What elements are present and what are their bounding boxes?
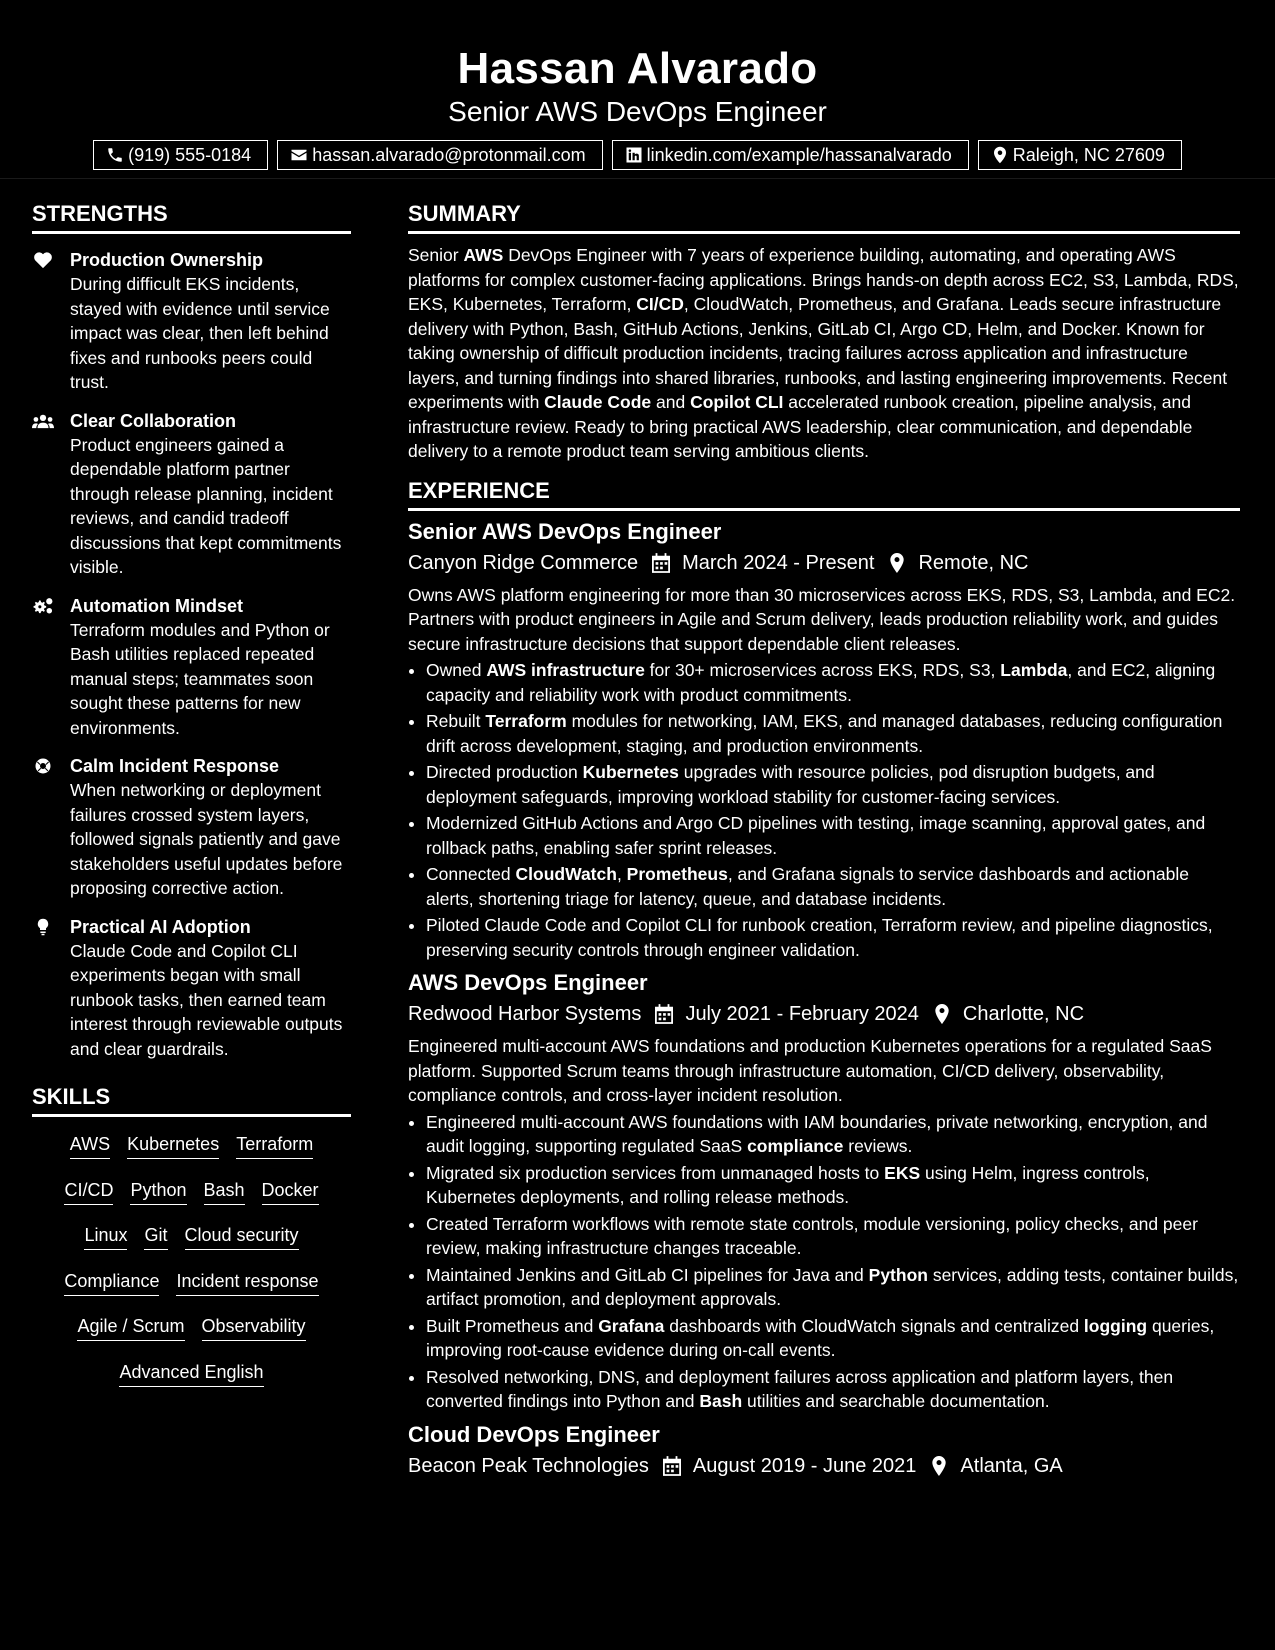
strength-title: Clear Collaboration xyxy=(70,410,237,431)
job-bullet: • Directed production Kubernetes upgrades with resource policies, pod disruption budgets, and deployment safeguards, improving workload stability for customer-facing services. xyxy=(426,760,1240,809)
job-bullet: • Owned AWS infrastructure for 30+ microservices across EKS, RDS, S3, Lambda, and EC2, aligning capacity and reliability work with product commitments. xyxy=(426,658,1240,707)
contact-phone-text: (919) 555-0184 xyxy=(128,145,252,165)
job-dates: March 2024 - Present xyxy=(682,551,875,574)
strength-desc: When networking or deployment failures crossed system layers, followed signals patiently and gave stakeholders useful updates before proposing corrective action. xyxy=(70,780,343,898)
job-bullet: • Modernized GitHub Actions and Argo CD pipelines with testing, image scanning, approval gates, and rollback paths, enabling safer sprint releases. xyxy=(426,811,1240,860)
job-location: Charlotte, NC xyxy=(962,1003,1085,1025)
strength-desc: Terraform modules and Python or Bash utilities replaced repeated manual steps; teammates soon sought these patterns for new environments. xyxy=(70,619,330,738)
job-bullet: • Connected CloudWatch, Prometheus, and Grafana signals to service dashboards and actionable alerts, shortening triage for latency, queue, and database incidents. xyxy=(426,862,1240,911)
strength-desc: During difficult EKS incidents, stayed with evidence until service impact was clear, then left behind fixes and runbooks peers could trust. xyxy=(70,274,330,392)
contact-location xyxy=(978,140,1182,170)
job-bullet: • Migrated six production services from unmanaged hosts to EKS using Helm, ingress controls, Kubernetes deployments, and rolling release methods. xyxy=(426,1161,1240,1210)
skill-tag: Agile / Scrum xyxy=(77,1313,184,1341)
job-meta xyxy=(408,999,1240,1029)
calendar-icon xyxy=(655,1004,673,1024)
skill-row xyxy=(32,1313,351,1359)
job-dates: August 2019 - June 2021 xyxy=(692,1454,917,1477)
linkedin-icon xyxy=(625,146,643,164)
skill-tag: Advanced English xyxy=(119,1359,263,1387)
phone-icon xyxy=(106,146,124,164)
contact-phone[interactable] xyxy=(93,140,268,170)
strength-item xyxy=(32,915,351,1062)
users-icon xyxy=(32,412,54,430)
skill-tag: Observability xyxy=(202,1313,306,1341)
job-company: Redwood Harbor Systems xyxy=(408,1003,642,1025)
gears-icon xyxy=(32,597,54,615)
skill-tag: Bash xyxy=(204,1177,245,1205)
job-bullet: • Rebuilt Terraform modules for networking, IAM, EKS, and managed databases, reducing configuration drift across development, staging, and production environments. xyxy=(426,709,1240,758)
contact-linkedin[interactable] xyxy=(612,140,969,170)
job-entry xyxy=(408,518,1240,963)
resume-header xyxy=(0,0,1275,170)
job-bullets xyxy=(408,1110,1240,1414)
skill-tag: Python xyxy=(130,1177,186,1205)
calendar-icon xyxy=(663,1456,681,1476)
strength-desc: Claude Code and Copilot CLI experiments began with small runbook tasks, then earned team interest through reviewable outputs and clear guardrails. xyxy=(70,940,343,1059)
skill-row xyxy=(32,1268,351,1314)
candidate-title: Senior AWS DevOps Engineer xyxy=(448,96,827,127)
job-title: AWS DevOps Engineer xyxy=(408,970,648,995)
job-bullet: • Built Prometheus and Grafana dashboards with CloudWatch signals and centralized logging queries, improving root-cause evidence during on-call events. xyxy=(426,1314,1240,1363)
job-entry xyxy=(408,969,1240,1414)
life-ring-icon xyxy=(32,757,54,775)
contact-location-text: Raleigh, NC 27609 xyxy=(1012,145,1165,165)
job-bullet: • Piloted Claude Code and Copilot CLI for runbook creation, Terraform review, and pipeline diagnostics, preserving security controls through engineer validation. xyxy=(426,913,1240,962)
job-entry xyxy=(408,1421,1240,1481)
skill-tag: AWS xyxy=(70,1131,110,1159)
skills-list xyxy=(32,1131,351,1404)
lightbulb-icon xyxy=(32,918,54,936)
job-description: Engineered multi-account AWS foundations and production Kubernetes operations for a regulated SaaS platform. Supported Scrum teams through infrastructure automation, CI/CD delivery, observability, compliance controls, and cross-layer incident resolution. xyxy=(408,1036,1212,1105)
header-divider xyxy=(0,178,1275,179)
job-dates: July 2021 - February 2024 xyxy=(685,1003,919,1025)
job-meta xyxy=(408,548,1240,578)
strength-title: Practical AI Adoption xyxy=(70,916,251,937)
skill-row xyxy=(32,1177,351,1223)
location-pin-icon xyxy=(888,553,906,573)
contact-linkedin-text: linkedin.com/example/hassanalvarado xyxy=(646,145,952,165)
skill-row xyxy=(32,1222,351,1268)
strength-item xyxy=(32,754,351,901)
experience-list xyxy=(408,518,1240,1481)
strength-title: Production Ownership xyxy=(70,250,264,270)
job-title: Senior AWS DevOps Engineer xyxy=(408,518,722,544)
strength-title: Calm Incident Response xyxy=(70,756,280,776)
location-pin-icon xyxy=(930,1456,948,1476)
job-title: Cloud DevOps Engineer xyxy=(408,1421,660,1447)
job-location: Remote, NC xyxy=(918,551,1029,574)
job-description: Owns AWS platform engineering for more than 30 microservices across EKS, RDS, S3, Lambda, and EC2. Partners with product engineers in Agile and Scrum delivery, leads production reliability work, and guides secure infrastructure decisions that support dependable client releases. xyxy=(408,584,1236,654)
candidate-name: Hassan Alvarado xyxy=(457,44,818,93)
location-pin-icon xyxy=(933,1004,951,1024)
job-meta xyxy=(408,1451,1240,1481)
skill-tag: Kubernetes xyxy=(127,1131,219,1159)
skill-tag: Incident response xyxy=(176,1268,318,1296)
skill-tag: Git xyxy=(144,1222,167,1250)
right-column xyxy=(408,200,1240,1481)
skill-row xyxy=(32,1131,351,1177)
contact-email[interactable] xyxy=(277,140,602,170)
skill-tag: Cloud security xyxy=(185,1222,299,1250)
skill-tag: CI/CD xyxy=(64,1177,113,1205)
job-bullet: • Engineered multi-account AWS foundations with IAM boundaries, private networking, encryption, and audit logging, supporting regulated SaaS compliance reviews. xyxy=(426,1110,1240,1159)
job-company: Beacon Peak Technologies xyxy=(408,1454,649,1477)
location-pin-icon xyxy=(991,146,1009,164)
job-bullet: • Created Terraform workflows with remote state controls, module versioning, policy checks, and peer review, making infrastructure changes traceable. xyxy=(426,1212,1240,1261)
summary-heading: SUMMARY xyxy=(408,200,1240,234)
summary-text: Senior AWS DevOps Engineer with 7 years of experience building, automating, and operating AWS platforms for complex customer-facing applications. Brings hands-on depth across EC2, S3, Lambda, RDS, EKS, Kubernetes, Terraform, CI/CD, CloudWatch, Prometheus, and Grafana. Leads secure infrastructure delivery with Python, Bash, GitHub Actions, Jenkins, GitLab CI, Argo CD, Helm, and Docker. Known for taking ownership of difficult production incidents, tracing failures across application and infrastructure layers, and turning findings into shared libraries, runbooks, and lasting engineering improvements. Recent experiments with Claude Code and Copilot CLI accelerated runbook creation, pipeline analysis, and infrastructure review. Ready to bring practical AWS leadership, clear communication, and dependable delivery to a remote product team serving ambitious clients. xyxy=(408,245,1239,461)
job-bullet: • Maintained Jenkins and GitLab CI pipelines for Java and Python services, adding tests, container builds, artifact promotion, and deployment approvals. xyxy=(426,1263,1240,1312)
strengths-heading: STRENGTHS xyxy=(32,200,351,234)
email-icon xyxy=(290,146,308,164)
skill-tag: Linux xyxy=(84,1222,127,1250)
strength-item xyxy=(32,409,351,580)
job-location: Atlanta, GA xyxy=(960,1454,1063,1477)
heart-icon xyxy=(32,251,54,269)
strength-item xyxy=(32,594,351,741)
strength-desc: Product engineers gained a dependable platform partner through release planning, incident reviews, and candid tradeoff discussions that kept commitments visible. xyxy=(70,434,342,577)
contact-bar xyxy=(0,140,1275,170)
job-company: Canyon Ridge Commerce xyxy=(408,551,639,574)
skills-section xyxy=(32,1083,351,1404)
left-column xyxy=(32,200,351,1404)
contact-email-text: hassan.alvarado@protonmail.com xyxy=(312,145,586,165)
calendar-icon xyxy=(652,553,670,573)
skill-row xyxy=(32,1359,351,1405)
experience-heading: EXPERIENCE xyxy=(408,477,1240,511)
strength-title: Automation Mindset xyxy=(70,595,243,616)
skills-heading: SKILLS xyxy=(32,1083,351,1117)
job-bullets xyxy=(408,658,1240,962)
skill-tag: Compliance xyxy=(64,1268,159,1296)
strength-item xyxy=(32,248,351,395)
skill-tag: Terraform xyxy=(236,1131,313,1159)
job-bullet: • Resolved networking, DNS, and deployment failures across application and platform layers, then converted findings into Python and Bash utilities and searchable documentation. xyxy=(426,1365,1240,1414)
skill-tag: Docker xyxy=(262,1177,319,1205)
